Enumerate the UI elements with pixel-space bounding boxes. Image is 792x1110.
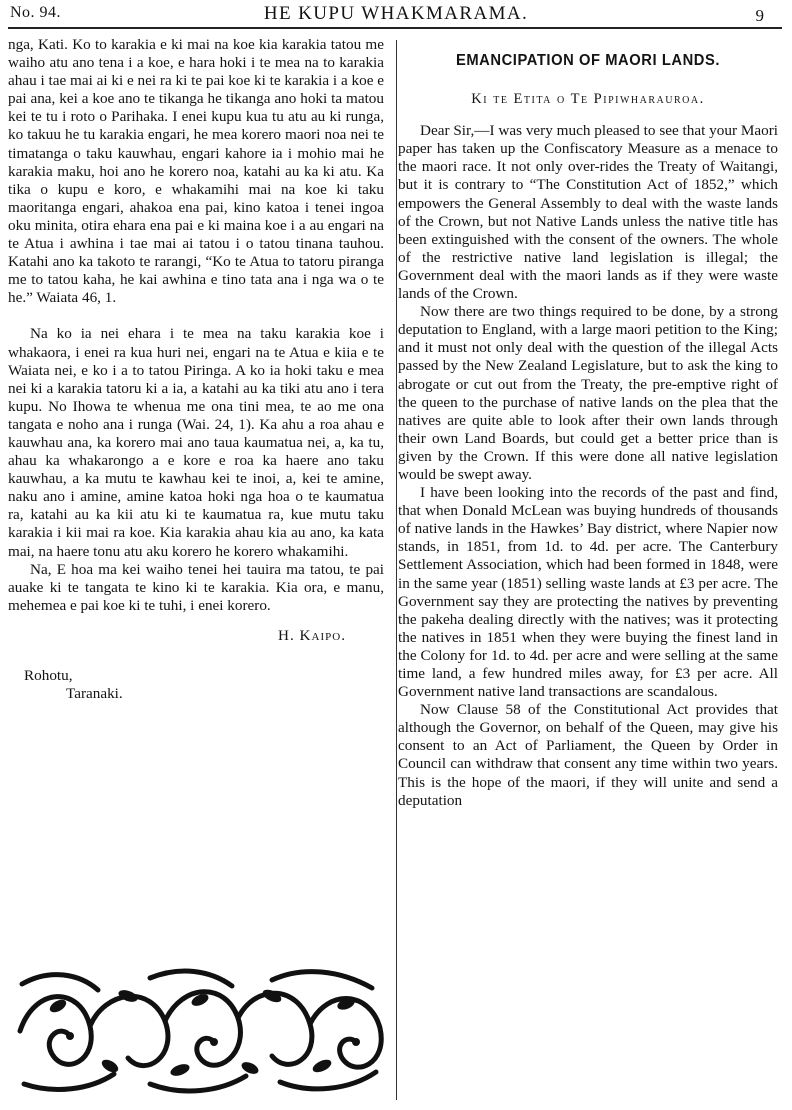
maori-letter-paragraph-3: Na, E hoa ma kei waiho tenei hei tauira ma tatou, te pai auake ki te tangata te kino ki te karakia. Kia ora, e manu, mehemea e pai koe ki te tuhi, i enei korero. bbox=[8, 560, 384, 614]
issue-number: No. 94. bbox=[10, 4, 62, 21]
english-letter-paragraph-2: Now there are two things required to be done, by a strong deputation to England, with a large maori petition to the King; and it must not only deal with the question of the illegal Acts passed by the New Zealand Legislature, but to ask the king to abrogate or cut out from the Treaty, the pre-emptive right of the queen to the purchase of native lands on the plea that the natives are quite able to look after their own lands through their own Land Boards, but could get a better price than is given by the Crown. If this were done all native legislation would be swept away. bbox=[398, 303, 778, 483]
decorative-scroll-ornament bbox=[10, 966, 390, 1096]
letter-place-line-1: Rohotu, bbox=[24, 667, 73, 684]
letter-signature: H. Kaipo. bbox=[278, 626, 346, 644]
page-header bbox=[0, 0, 792, 32]
article-title: EMANCIPATION OF MAORI LANDS. bbox=[455, 52, 721, 69]
publication-title: HE KUPU WHAKMARAMA. bbox=[263, 3, 529, 24]
article-subtitle: Ki te Etita o Te Pipiwharauroa. bbox=[471, 91, 705, 108]
column-divider bbox=[396, 40, 397, 1100]
page-number: 9 bbox=[755, 6, 764, 25]
left-column bbox=[8, 36, 384, 703]
maori-letter-paragraph-2: Na ko ia nei ehara i te mea na taku karakia koe i whakaora, i enei ra kua huri nei, engari na te Atua e kiia e te Waiata nei, e ko i a to tatou Piringa. A ko ia hoki taku e mea nei ki a karakia tatoru ki a ia, a katahi au ka tiki atu ano i tera kupu. No Ihowa te whenua me ona tini mea, te ao me ona tangata e noho ana i runga (Wai. 24, 1). Ka ahu a roa ahau e kauwhau ana, ka korero mai ano taua kaumatua nei, a, ka tu, ahau ka whakarongo a e kore e roa ka haere ano taku kauwhau, a ka mutu te kawhau kei te inoi, a, kei te amine, naku ano i amine, amine katoa hoki nga hoa o te kaumatua ra, katahi au ka kii atu ki te kaumatua ra, kue mutu taku karakia i kii mai ra koe. Kia karakia ahau kia au ano, ka kata mai, na haere tonu atu aku korero he korero whakamihi. bbox=[8, 325, 384, 560]
english-letter-paragraph-4: Now Clause 58 of the Constitutional Act provides that although the Governor, on behalf of the Queen, may give his consent to an Act of Parliament, the Queen by Order in Council can withdraw that consent any time within two years. This is the hope of the maori, if they will unite and send a deputation bbox=[398, 701, 778, 809]
maori-letter-paragraph-1: nga, Kati. Ko to karakia e ki mai na koe kia karakia tatou me waiho atu ano tena i a koe, e hara hoki i te mea na to karakia ahau i tae mai ai ki e nei ra ki te pai koe ki te karakia i a koe e pai ana, kei a koe ano te tikanga he tikanga ano hoki ta matou kei te tu i roto o Parihaka. I enei kupu kua tu atu au ki runga, ko takuu he tu karakia engari, he mea korero maori noa nei te timatanga o taku kauwhau, engari kahore ia i mohio mai he karakia maku, hoi ano he korero noa, katahi au ka ki atu. Ka tika o kupu e koro, e whakamihi mai na koe ki taku maoritanga engari, ahakoa ena pai, kino katoa i tenei ingoa oku minita, otira ehara ena pai e ki maina koe i a au engari na te Atua i awhina i tae mai ai tatou i o tatou tinana tauhou. Katahi ano ka takoto te rarangi, “Ko te Atua to tatoru piranga me to tatou kaha, he kai awhina e tino tata ana i nga wa o te he.” Waiata 46, 1. bbox=[8, 36, 384, 307]
english-letter-paragraph-3: I have been looking into the records of the past and find, that when Donald McLean was buying hundreds of thousands of native lands in the Hawkes’ Bay district, where Napier now stands, in 1851, from 1d. to 4d. per acre. The Canterbury Settlement Association, which had been formed in 1848, were in the same year (1851) selling waste lands at £3 per acre. The Government say they are protecting the natives by preventing the pakeha dealing directly with the natives; was it protecting the natives in 1851 when they were buying the finest land in the Colony for 1d. to 4d. per acre and were selling at the same time land, a few hundred miles away, for £3 per acre. All Government native land transactions are scandalous. bbox=[398, 484, 778, 701]
english-letter-paragraph-1: Dear Sir,—I was very much pleased to see that your Maori paper has taken up the Confiscatory Measure as a menace to the maori race. It not only over-rides the Treaty of Waitangi, but it is contrary to “The Constitution Act of 1852,” which empowers the General Assembly to deal with the waste lands of the Crown, but not Native Lands unless the native title has been extinguished with the consent of the owners. The whole of the restrictive native land legislation is illegal; the Government deal with the maori lands as if they were waste lands of the Crown. bbox=[398, 122, 778, 303]
header-rule bbox=[8, 27, 782, 29]
right-column bbox=[398, 36, 778, 810]
letter-place-line-2: Taranaki. bbox=[66, 685, 123, 703]
